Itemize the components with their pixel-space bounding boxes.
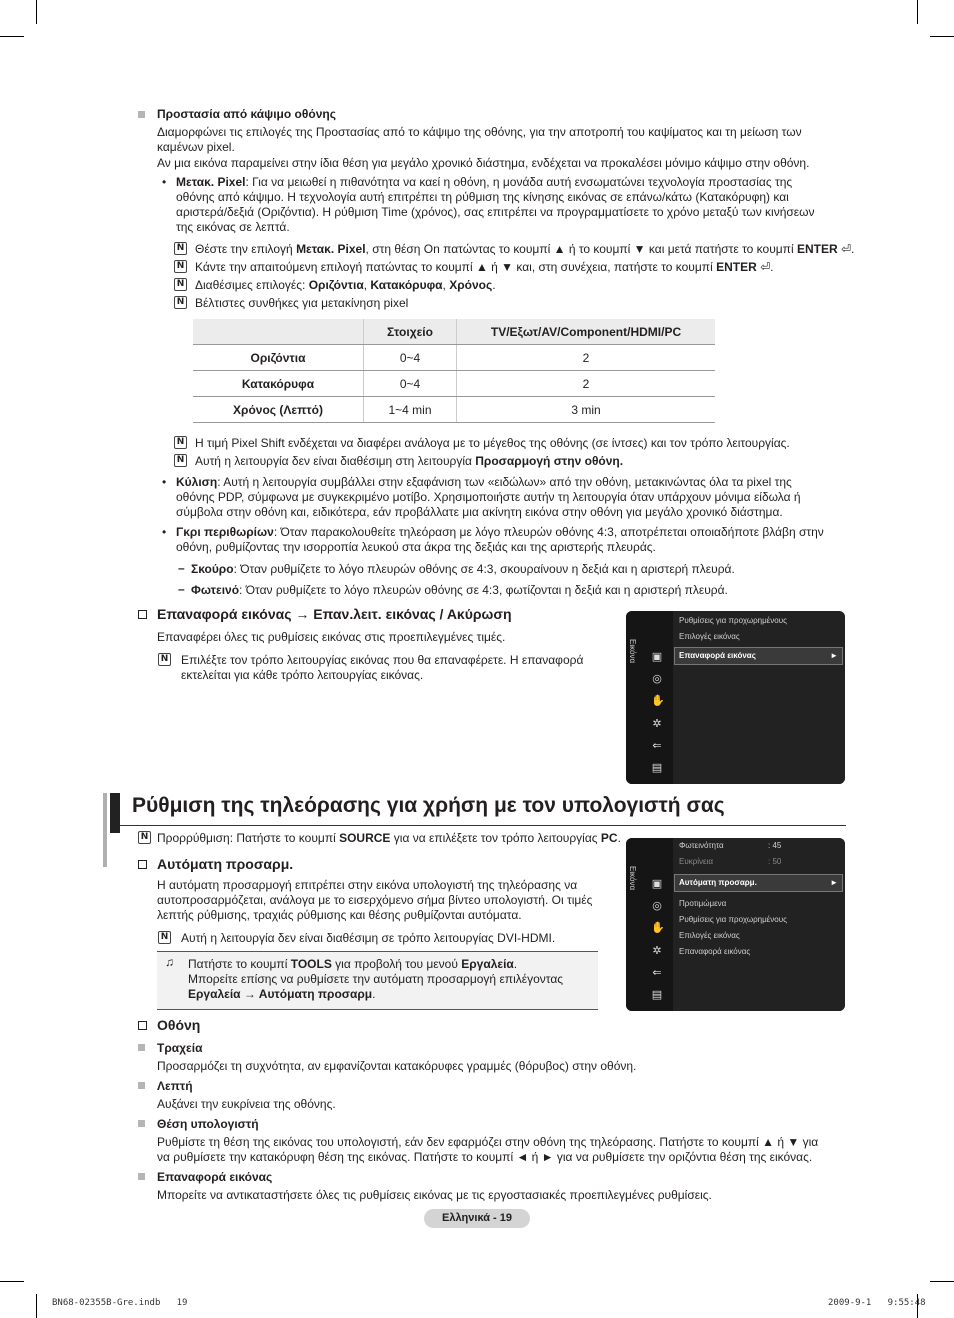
footer-file: BN68-02355B-Gre.indb 19 bbox=[52, 1298, 188, 1308]
section-checkbox-icon bbox=[138, 860, 147, 869]
bullet-text: σύμβολα στην οθόνη και, ειδικότερα, εάν προβάλλατε μια ακίνητη εικόνα στην οθόνη για μεγάλο χρονικό διάστημα. bbox=[176, 505, 783, 519]
paragraph: Διαμορφώνει τις επιλογές της Προστασίας από το κάψιμο της οθόνης, για την αποτροπή του καψίματος και τη μείωση των bbox=[157, 125, 802, 139]
page-number-badge: Ελληνικά - 19 bbox=[424, 1209, 530, 1228]
note-icon: N bbox=[174, 260, 187, 273]
support-icon: ▤ bbox=[651, 989, 663, 1001]
arrow-right-icon: ► bbox=[830, 651, 838, 660]
section-title: Οθόνη bbox=[157, 1017, 201, 1033]
section-checkbox-icon bbox=[138, 610, 147, 619]
paragraph: Ρυθμίστε τη θέση της εικόνας του υπολογιστή, εάν δεν εφαρμόζει στην οθόνη της τηλεόρασης. Πατήστε το κουμπί ▲ ή ▼ για bbox=[157, 1135, 819, 1149]
menu-item[interactable]: Επαναφορά εικόνας bbox=[679, 947, 751, 956]
osd-menu-picture-reset bbox=[626, 611, 845, 784]
support-icon: ▤ bbox=[651, 762, 663, 774]
note-text: Θέστε την επιλογή Μετακ. Pixel, στη θέση On πατώντας το κουμπί ▲ ή το κουμπί ▼ και μετά πατήστε το κουμπί ENTER ⏎. bbox=[195, 242, 855, 256]
table-cell: 2 bbox=[457, 345, 716, 371]
subsection-title: Θέση υπολογιστή bbox=[157, 1117, 259, 1131]
note-text: Επιλέξτε τον τρόπο λειτουργίας εικόνας που θα επαναφέρετε. Η επαναφορά bbox=[181, 653, 584, 667]
note-icon: N bbox=[174, 242, 187, 255]
paragraph: Αυξάνει την ευκρίνεια της οθόνης. bbox=[157, 1097, 336, 1111]
pixel-shift-table bbox=[193, 319, 715, 423]
note-text: Η τιμή Pixel Shift ενδέχεται να διαφέρει ανάλογα με το μέγεθος της οθόνης (σε ίντσες) και τον τρόπο λειτουργίας. bbox=[195, 436, 790, 450]
crop-mark bbox=[930, 36, 954, 37]
tip-text: Εργαλεία → Αυτόματη προσαρμ. bbox=[188, 987, 376, 1001]
menu-category-label: Εικόνα bbox=[628, 639, 637, 664]
crop-mark bbox=[36, 1294, 37, 1318]
table-cell: 0~4 bbox=[364, 345, 457, 371]
crop-mark bbox=[917, 0, 918, 24]
table-cell: Οριζόντια bbox=[193, 345, 364, 371]
paragraph: καμένων pixel. bbox=[157, 140, 235, 154]
bullet-text: Γκρι περιθωρίων: Όταν παρακολουθείτε τηλεόραση με λόγο πλευρών οθόνης 4:3, αποτρέπεται οποιαδήποτε βλάβη στην bbox=[176, 525, 824, 539]
main-heading: Ρύθμιση της τηλεόρασης για χρήση με τον υπολογιστή σας bbox=[132, 794, 725, 817]
bullet-square bbox=[138, 111, 145, 118]
note-text: Προρρύθμιση: Πατήστε το κουμπί SOURCE για να επιλέξετε τον τρόπο λειτουργίας PC. bbox=[157, 831, 621, 845]
subsection-title: Επαναφορά εικόνας bbox=[157, 1170, 273, 1184]
note-text: Βέλτιστες συνθήκες για μετακίνηση pixel bbox=[195, 296, 409, 310]
bullet-text: Μετακ. Pixel: Για να μειωθεί η πιθανότητα να καεί η οθόνη, η μονάδα αυτή ενσωματώνει τεχνολογία προστασίας της bbox=[176, 175, 793, 189]
note-text: Διαθέσιμες επιλογές: Οριζόντια, Κατακόρυφα, Χρόνος. bbox=[195, 278, 496, 292]
bullet-dot: • bbox=[162, 475, 167, 489]
crop-mark bbox=[36, 0, 37, 24]
note-icon: N bbox=[138, 831, 151, 844]
bullet-text: της εικόνας σε λεπτά. bbox=[176, 220, 290, 234]
table-cell: 0~4 bbox=[364, 371, 457, 397]
menu-item[interactable]: Προτιμώμενα bbox=[679, 899, 727, 908]
table-cell: 2 bbox=[457, 371, 716, 397]
crop-mark bbox=[0, 36, 24, 37]
note-text: Κάντε την απαιτούμενη επιλογή πατώντας το κουμπί ▲ ή ▼ και, στη συνέχεια, πατήστε το κουμπί ENTER ⏎. bbox=[195, 260, 774, 274]
table-header: TV/Εξωτ/AV/Component/HDMI/PC bbox=[457, 319, 716, 345]
table-header: Στοιχείο bbox=[364, 319, 457, 345]
section-checkbox-icon bbox=[138, 1021, 147, 1030]
table-row bbox=[193, 397, 715, 423]
bullet-text: Κύλιση: Αυτή η λειτουργία συμβάλλει στην εξαφάνιση των «ειδώλων» από την οθόνη, μετακινώντας όλα τα pixel της bbox=[176, 475, 792, 489]
paragraph: Μπορείτε να αντικαταστήσετε όλες τις ρυθμίσεις εικόνας με τις εργοστασιακές προεπιλεγμένες ρυθμίσεις. bbox=[157, 1188, 712, 1202]
picture-icon: ▣ bbox=[651, 651, 663, 663]
section-title: Αυτόματη προσαρμ. bbox=[157, 856, 294, 872]
enter-icon: ⏎ bbox=[756, 260, 771, 274]
menu-item[interactable]: Ρυθμίσεις για προχωρημένους bbox=[679, 915, 787, 924]
note-icon: N bbox=[174, 454, 187, 467]
menu-sidebar bbox=[626, 611, 673, 784]
bullet-text: οθόνη, ρυθμίζοντας την ισορροπία λευκού στα άκρα της δεξιάς και της αριστερής πλευράς. bbox=[176, 540, 656, 554]
menu-item[interactable]: Επιλογές εικόνας bbox=[679, 632, 740, 641]
menu-item[interactable]: Ρυθμίσεις για προχωρημένους bbox=[679, 616, 787, 625]
heading-underline bbox=[120, 825, 846, 826]
footer-date: 2009-9-1 9:55:48 bbox=[828, 1298, 926, 1308]
crop-mark bbox=[0, 1281, 24, 1282]
bullet-text: οθόνης από κάψιμο. Η τεχνολογία αυτή επιτρέπει τη ρύθμιση της κίνησης εικόνας σε επάνω/κάτω (Κατακόρυφη) και bbox=[176, 190, 789, 204]
note-icon: N bbox=[174, 436, 187, 449]
osd-menu-auto-adjust bbox=[626, 838, 845, 1011]
paragraph: Επαναφέρει όλες τις ρυθμίσεις εικόνας στις προεπιλεγμένες τιμές. bbox=[157, 630, 506, 644]
paragraph: Η αυτόματη προσαρμογή επιτρέπει στην εικόνα υπολογιστή της τηλεόρασης να bbox=[157, 878, 578, 892]
menu-item-sharpness[interactable]: Ευκρίνεια : 50 bbox=[679, 857, 782, 866]
bullet-square bbox=[138, 1173, 145, 1180]
subsection-title: Λεπτή bbox=[157, 1079, 193, 1093]
menu-item-selected[interactable]: Επαναφορά εικόνας ► bbox=[674, 647, 843, 665]
subsection-title: Προστασία από κάψιμο οθόνης bbox=[157, 107, 336, 121]
crop-mark bbox=[930, 1281, 954, 1282]
note-text: εκτελείται για κάθε τρόπο λειτουργίας εικόνας. bbox=[181, 668, 424, 682]
table-cell: 3 min bbox=[457, 397, 716, 423]
paragraph: Προσαρμόζει τη συχνότητα, αν εμφανίζονται κατακόρυφες γραμμές (θόρυβος) στην οθόνη. bbox=[157, 1059, 637, 1073]
enter-icon: ⏎ bbox=[837, 242, 852, 256]
sound-icon: ◎ bbox=[652, 673, 662, 685]
menu-sidebar bbox=[626, 838, 673, 1011]
heading-bar bbox=[110, 793, 120, 833]
menu-category-label: Εικόνα bbox=[628, 866, 637, 891]
dash-text: Φωτεινό: Όταν ρυθμίζετε το λόγο πλευρών οθόνης σε 4:3, φωτίζονται η δεξιά και η αριστερή πλευρά. bbox=[191, 583, 728, 597]
tip-text: Πατήστε το κουμπί TOOLS για προβολή του μενού Εργαλεία. bbox=[188, 957, 518, 971]
dash: – bbox=[178, 561, 185, 575]
bullet-text: αριστερά/δεξιά (Οριζόντια). Η ρύθμιση Time (χρόνος), σας επιτρέπει να προγραμματίσετε το χρόνο μεταξύ των κινήσεων bbox=[176, 205, 815, 219]
note-icon: N bbox=[158, 653, 171, 666]
table-cell: Κατακόρυφα bbox=[193, 371, 364, 397]
tools-icon: ♫ bbox=[165, 955, 174, 969]
input-icon: ⇐ bbox=[652, 967, 662, 979]
note-text: Αυτή η λειτουργία δεν είναι διαθέσιμη σε τρόπο λειτουργίας DVI-HDMI. bbox=[181, 931, 556, 945]
dash-text: Σκούρο: Όταν ρυθμίζετε το λόγο πλευρών οθόνης σε 4:3, σκουραίνουν η δεξιά και η αριστερή πλευρά. bbox=[191, 562, 735, 576]
paragraph: αυτοπροσαρμόζεται, ανάλογα με το εισερχόμενο σήμα βίντεο υπολογιστή. Οι τιμές bbox=[157, 893, 593, 907]
setup-icon: ✲ bbox=[652, 718, 662, 730]
note-text: Αυτή η λειτουργία δεν είναι διαθέσιμη στη λειτουργία Προσαρμογή στην οθόνη. bbox=[195, 454, 624, 468]
note-icon: N bbox=[158, 931, 171, 944]
menu-item[interactable]: Επιλογές εικόνας bbox=[679, 931, 740, 940]
bullet-dot: • bbox=[162, 175, 167, 189]
bullet-dot: • bbox=[162, 525, 167, 539]
bullet-text: οθόνης PDP, σύμφωνα με συγκεκριμένο μοτίβο. Χρησιμοποιήστε αυτήν τη λειτουργία όταν υπάρχουν μόνιμα είδωλα ή bbox=[176, 490, 801, 504]
input-icon: ⇐ bbox=[652, 740, 662, 752]
paragraph: Αν μια εικόνα παραμείνει στην ίδια θέση για μεγάλο χρονικό διάστημα, ενδέχεται να προκαλέσει μόνιμο κάψιμο στην οθόνη. bbox=[157, 156, 810, 170]
bullet-square bbox=[138, 1082, 145, 1089]
note-icon: N bbox=[174, 296, 187, 309]
table-header bbox=[193, 319, 364, 345]
table-header-row bbox=[193, 319, 715, 345]
bullet-square bbox=[138, 1120, 145, 1127]
sound-icon: ◎ bbox=[652, 900, 662, 912]
bullet-square bbox=[138, 1044, 145, 1051]
menu-item-brightness[interactable]: Φωτεινότητα : 45 bbox=[679, 841, 782, 850]
tip-text: Μπορείτε επίσης να ρυθμίσετε την αυτόματη προσαρμογή επιλέγοντας bbox=[188, 972, 564, 986]
heading-bar bbox=[103, 793, 107, 867]
menu-item-selected[interactable]: Αυτόματη προσαρμ. ► bbox=[674, 874, 843, 892]
channel-icon: ✋ bbox=[651, 695, 665, 707]
paragraph: λεπτής ρύθμισης, τραχιάς ρύθμισης και θέσης ρυθμίζονται αυτόματα. bbox=[157, 908, 522, 922]
picture-icon: ▣ bbox=[651, 878, 663, 890]
arrow-right-icon: ► bbox=[830, 878, 838, 887]
subsection-title: Τραχεία bbox=[157, 1041, 203, 1055]
table-row bbox=[193, 371, 715, 397]
setup-icon: ✲ bbox=[652, 945, 662, 957]
table-row bbox=[193, 345, 715, 371]
channel-icon: ✋ bbox=[651, 922, 665, 934]
table-cell: 1~4 min bbox=[364, 397, 457, 423]
section-title: Επαναφορά εικόνας → Επαν.λειτ. εικόνας / Ακύρωση bbox=[157, 606, 512, 622]
dash: – bbox=[178, 582, 185, 596]
table-cell: Χρόνος (Λεπτό) bbox=[193, 397, 364, 423]
note-icon: N bbox=[174, 278, 187, 291]
paragraph: να ρυθμίσετε την κατακόρυφη θέση της εικόνας. Πατήστε το κουμπί ◄ ή ► για να ρυθμίσετε την οριζόντια θέση της εικόνας. bbox=[157, 1150, 813, 1164]
